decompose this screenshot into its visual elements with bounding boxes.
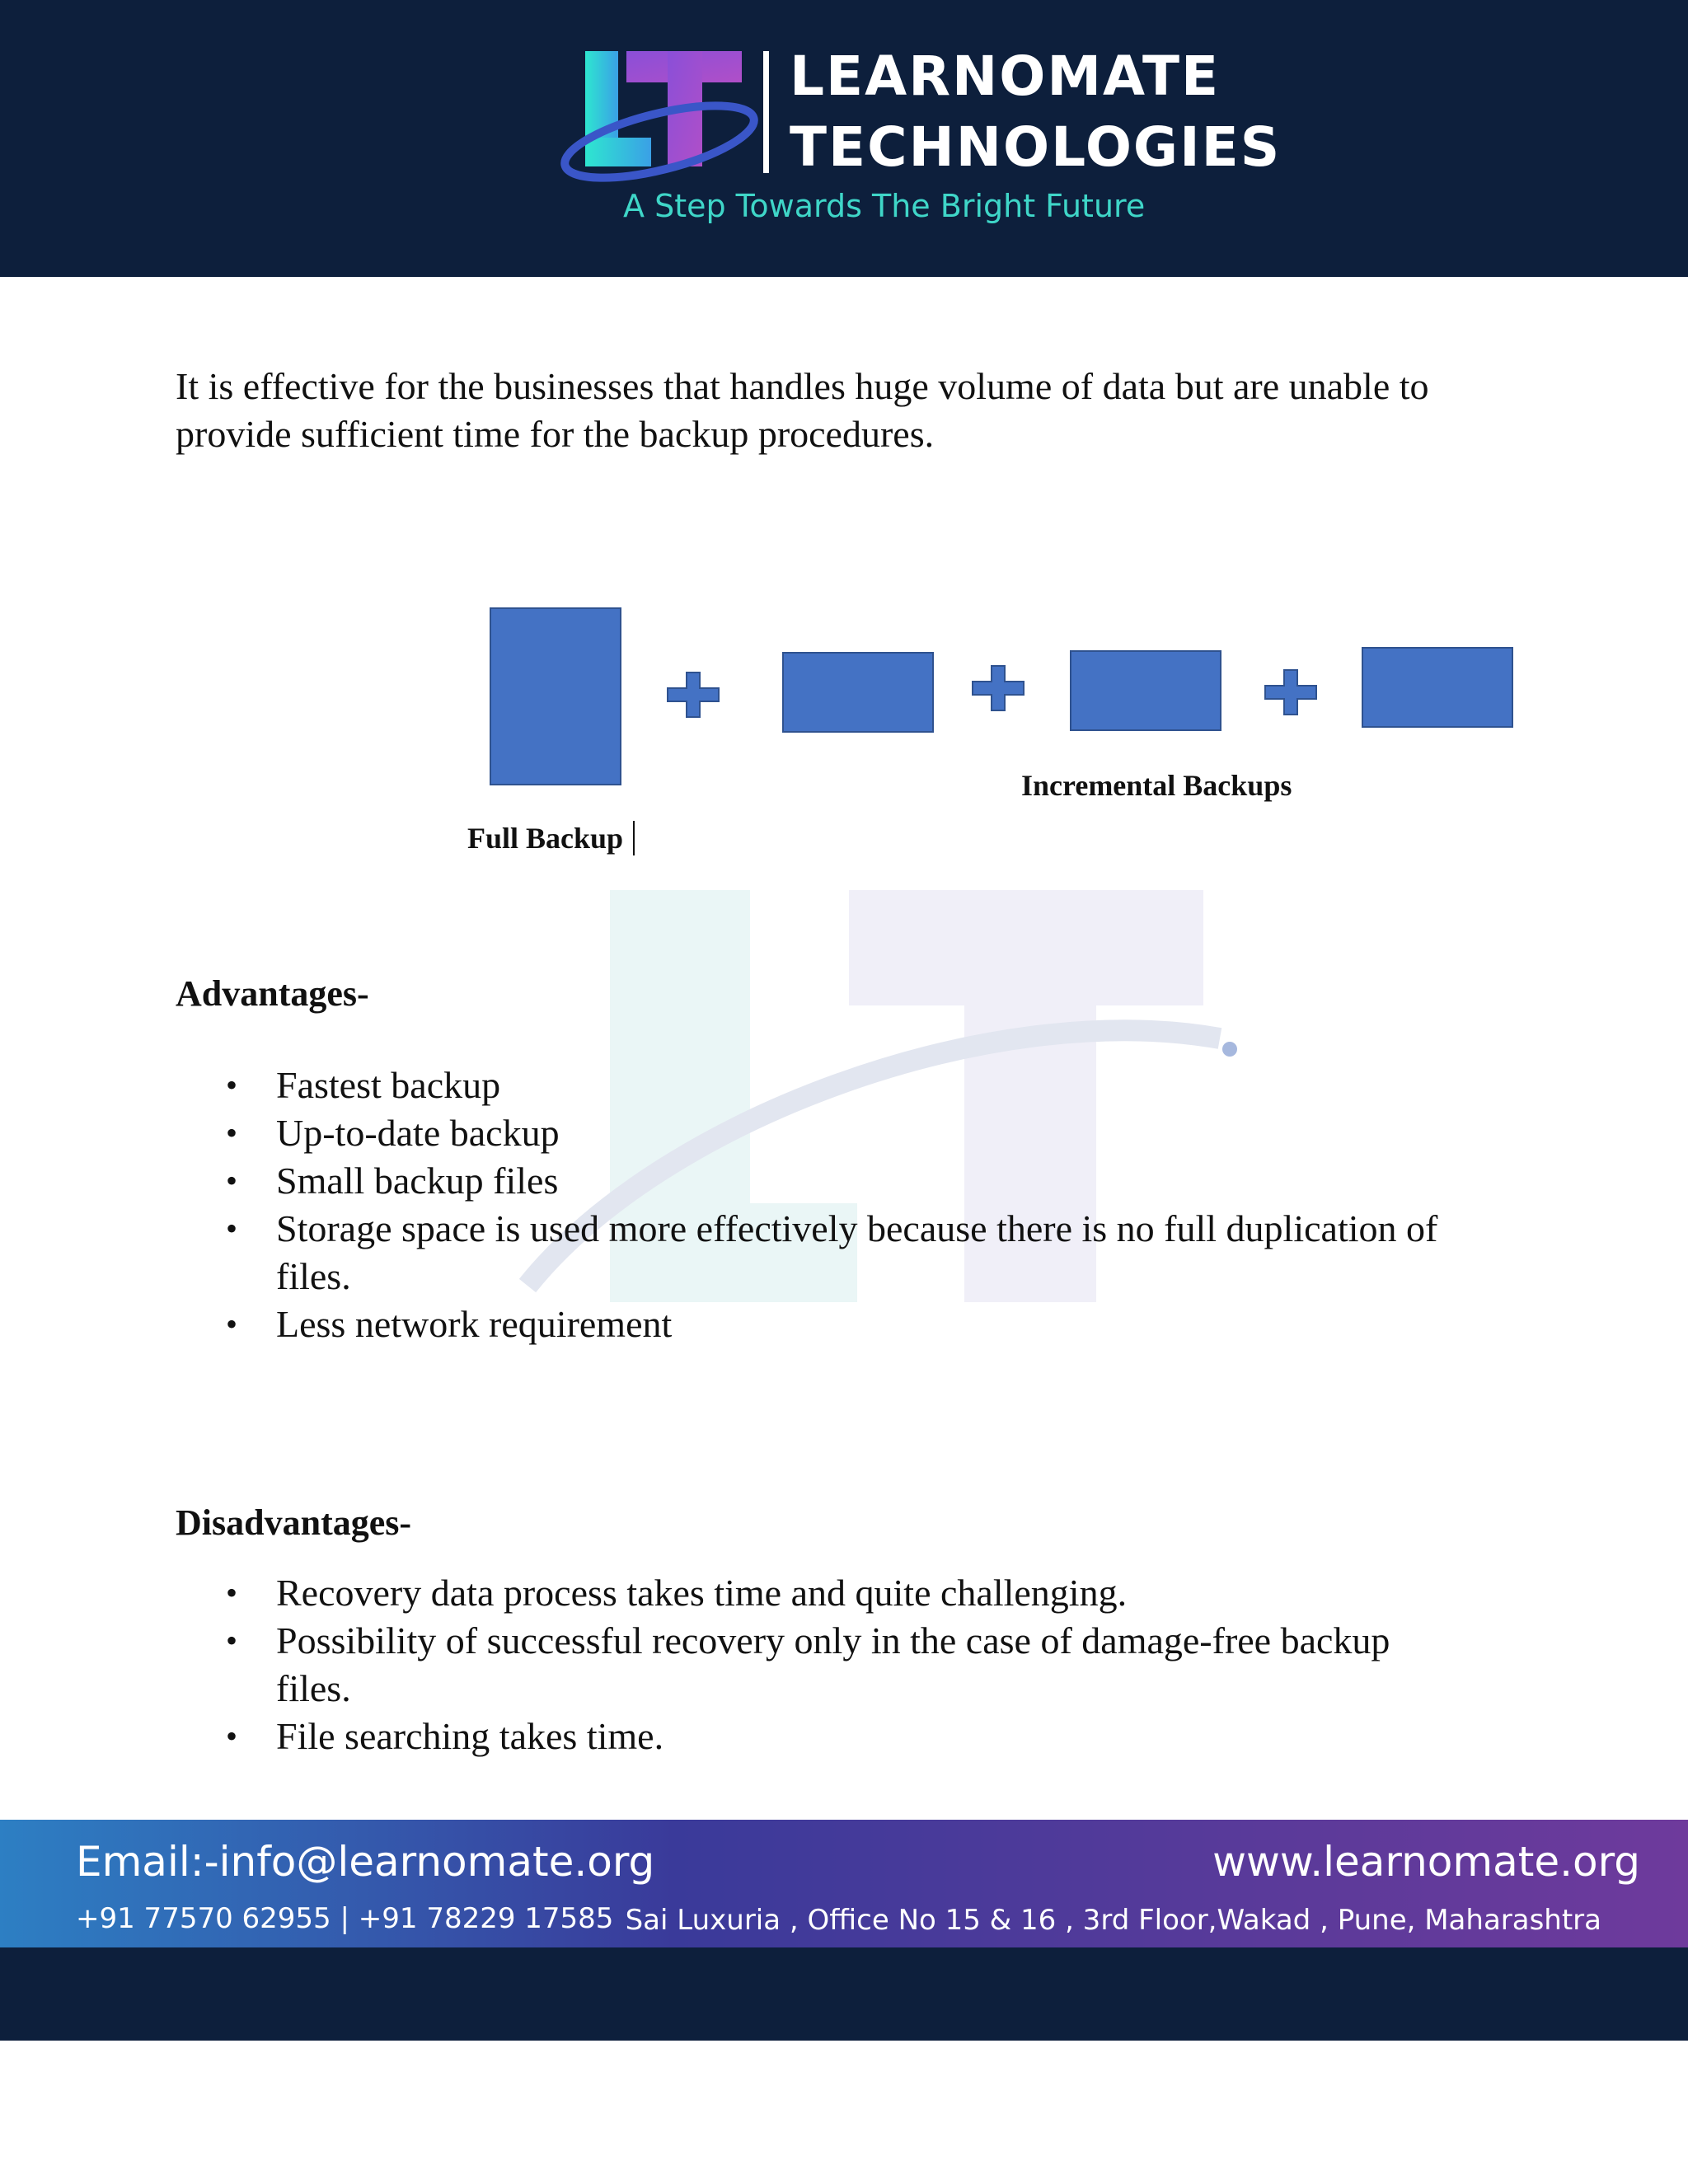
page-header xyxy=(0,0,1688,277)
disadvantages-list xyxy=(0,1569,1688,1760)
list-item: • Possibility of successful recovery only in the case of damage-free backup files. xyxy=(0,1617,1688,1713)
list-item: • Fastest backup xyxy=(0,1062,1688,1109)
intro-paragraph: It is effective for the businesses that handles huge volume of data but are unable to provide sufficient time for the backup procedures. xyxy=(176,365,1429,455)
bullet-icon: • xyxy=(226,1114,238,1151)
bullet-icon: • xyxy=(226,1574,238,1611)
plus-icon xyxy=(971,664,1025,712)
incremental-backup-box-3 xyxy=(1362,647,1513,728)
bullet-icon: • xyxy=(226,1718,238,1755)
list-item: • Small backup files xyxy=(0,1157,1688,1205)
footer-website-link[interactable]: www.learnomate.org xyxy=(1212,1838,1640,1886)
bullet-icon: • xyxy=(226,1066,238,1104)
bullet-icon: • xyxy=(226,1162,238,1199)
bullet-icon: • xyxy=(226,1210,238,1247)
plus-icon xyxy=(1264,668,1318,716)
bullet-icon: • xyxy=(226,1305,238,1343)
advantages-list xyxy=(0,1062,1688,1348)
brand-name-line1: LEARNOMATE xyxy=(790,45,1221,108)
full-backup-label: Full Backup xyxy=(467,822,624,855)
footer-phone: +91 77570 62955 | +91 78229 17585 xyxy=(76,1902,614,1935)
brand-tagline: A Step Towards The Bright Future xyxy=(623,188,1146,224)
text-cursor xyxy=(633,821,635,855)
list-item: • Storage space is used more effectively because there is no full duplication of files. xyxy=(0,1205,1688,1301)
incremental-backups-label: Incremental Backups xyxy=(1021,769,1292,802)
list-item: • Recovery data process takes time and quite challenging. xyxy=(0,1569,1688,1617)
bullet-icon: • xyxy=(226,1622,238,1659)
list-item: • Less network requirement xyxy=(0,1301,1688,1348)
incremental-backup-box-1 xyxy=(782,652,934,733)
logo-divider xyxy=(763,51,769,173)
footer-address: Sai Luxuria , Office No 15 & 16 , 3rd Floor,Wakad , Pune, Maharashtra xyxy=(625,1904,1601,1937)
incremental-backup-box-2 xyxy=(1070,650,1221,731)
footer-dark-band xyxy=(0,1947,1688,2041)
brand-name-line2: TECHNOLOGIES xyxy=(790,115,1282,179)
advantages-heading: Advantages- xyxy=(176,973,369,1014)
list-item: • Up-to-date backup xyxy=(0,1109,1688,1157)
footer-email[interactable]: Email:-info@learnomate.org xyxy=(76,1838,655,1886)
list-item: • File searching takes time. xyxy=(0,1713,1688,1760)
plus-icon xyxy=(666,671,720,719)
full-backup-box xyxy=(490,607,621,785)
disadvantages-heading: Disadvantages- xyxy=(176,1502,412,1543)
learnomate-logo-icon xyxy=(560,43,758,191)
